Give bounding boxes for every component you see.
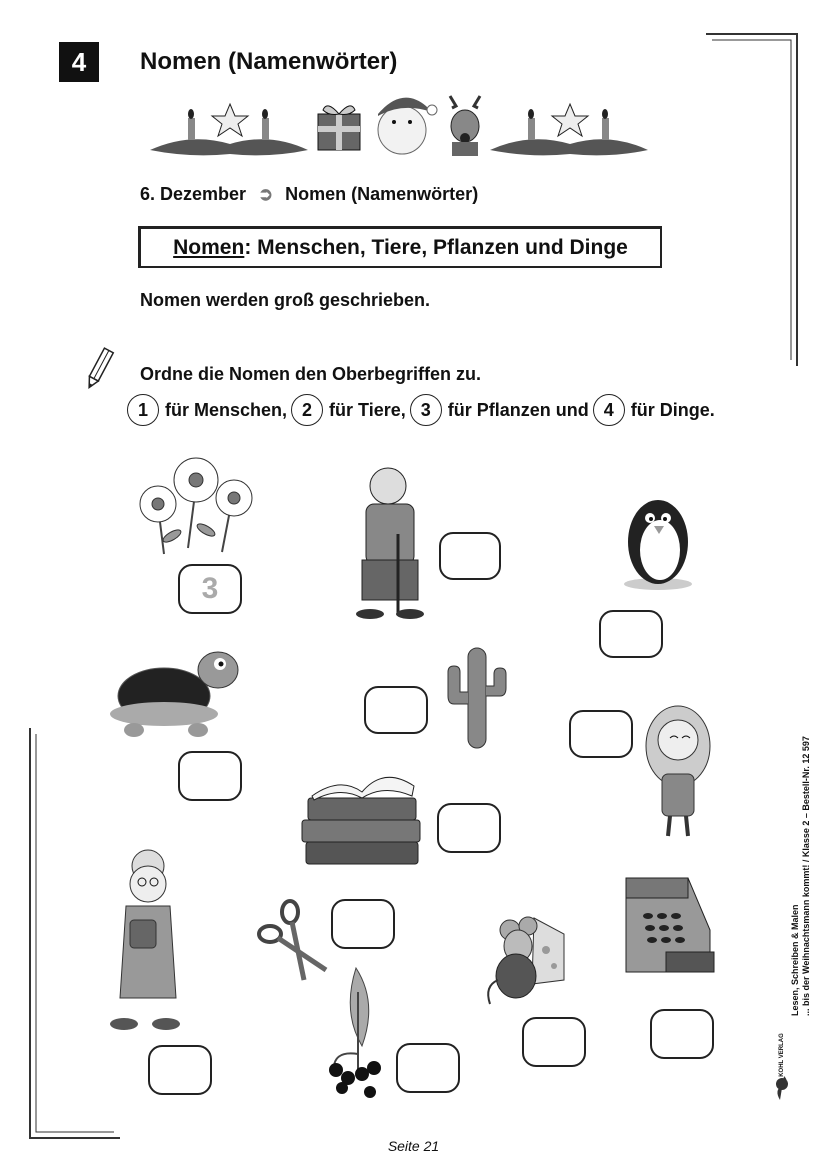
category-label-2: für Tiere, [329,399,406,420]
side-text-line2: ... bis der Weihnachtsmann kommt! / Klasse 2 – Bestell-Nr. 12 597 [801,736,811,1016]
task-instruction: Ordne die Nomen den Oberbegriffen zu. [140,364,482,384]
answer-box-flowers[interactable]: 3 [178,564,242,614]
note-text: Nomen werden groß geschrieben. [140,290,431,310]
plant-illustration [322,962,388,1104]
answer-box-mouse[interactable] [522,1017,586,1067]
chapter-number: 4 [59,42,99,82]
scissors-illustration [256,900,330,982]
old-man-illustration [348,464,432,622]
publisher-name: KOHL VERLAG [779,1033,785,1077]
category-label-3: für Pflanzen und [447,399,589,420]
mouse-illustration [484,910,566,1010]
santa-icon [378,98,437,154]
penguin-illustration [620,492,696,590]
side-publication-info [790,736,812,1016]
books-illustration [300,756,424,868]
date-line [140,184,478,205]
candle-garland-right [490,104,648,155]
side-text-line1: Lesen, Schreiben & Malen [790,904,800,1016]
answer-box-grandma[interactable] [148,1045,212,1095]
answer-box-cash-register[interactable] [650,1009,714,1059]
reindeer-icon [450,96,480,156]
category-number-2: 2 [291,394,323,426]
answer-box-cactus[interactable] [364,686,428,734]
answer-box-old-man[interactable] [439,532,501,580]
category-legend [127,394,715,426]
category-label-4: für Dinge. [630,399,715,420]
answer-box-penguin[interactable] [599,610,663,658]
page-number: Seite 21 [387,1138,440,1154]
girl-illustration [636,704,722,844]
candle-garland-left [150,104,308,155]
cash-register-illustration [618,868,716,988]
category-number-3: 3 [410,394,442,426]
rule-text: : Menschen, Tiere, Pflanzen und Dinge [244,235,628,259]
gift-icon [318,106,360,150]
rule-box [138,226,662,268]
christmas-banner-illustration [150,92,650,162]
rule-keyword: Nomen [173,235,245,259]
category-number-4: 4 [593,394,625,426]
category-number-1: 1 [127,394,159,426]
pencil-icon [84,346,114,392]
answer-box-plant[interactable] [396,1043,460,1093]
grandma-illustration [104,848,184,1034]
arrow-icon: ➲ [258,184,274,204]
answer-box-books[interactable] [437,803,501,853]
answer-box-scissors[interactable] [331,899,395,949]
cactus-illustration [442,644,512,748]
answer-box-turtle[interactable] [178,751,242,801]
date-label: 6. Dezember [140,184,247,204]
turtle-illustration [108,644,240,742]
category-label-1: für Menschen, [165,399,288,420]
page-title: Nomen (Namenwörter) [140,48,398,75]
topic-label: Nomen (Namenwörter) [285,184,479,204]
answer-box-girl[interactable] [569,710,633,758]
flowers-illustration [136,456,266,560]
